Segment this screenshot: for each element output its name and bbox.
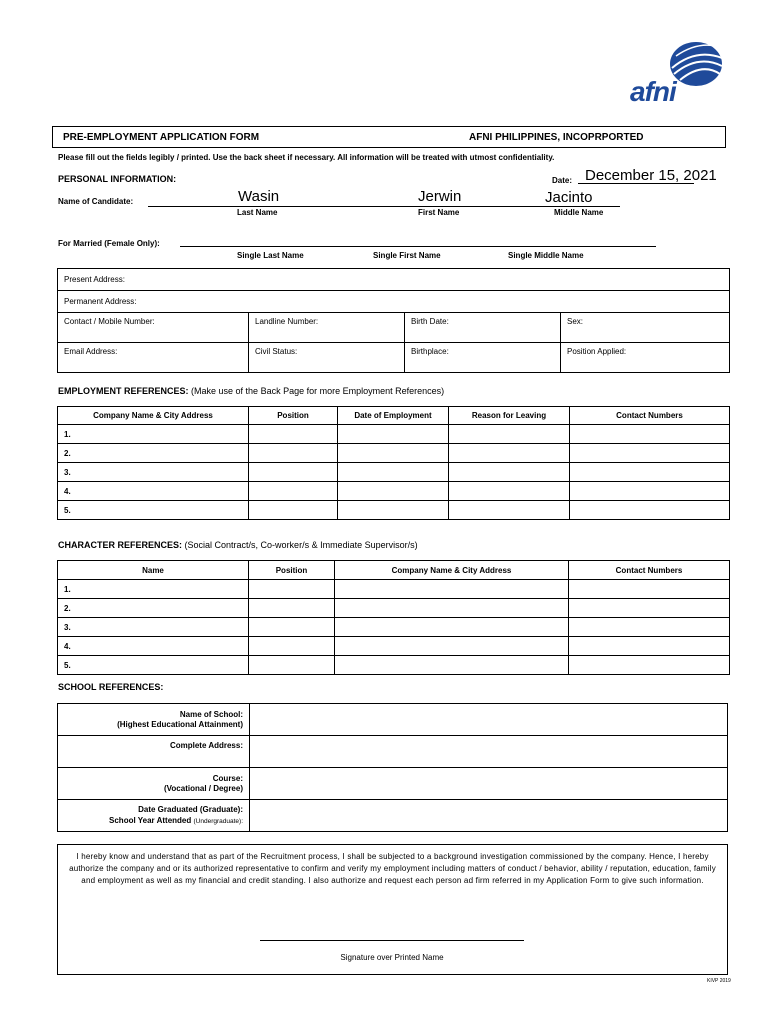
civil-status-cell[interactable]: [249, 343, 405, 373]
emp-col-date: Date of Employment: [338, 407, 449, 425]
permanent-address-cell[interactable]: [58, 291, 730, 313]
char-row-num[interactable]: 4.: [58, 637, 249, 656]
birth-date-label: Birth Date:: [411, 317, 449, 326]
character-heading-note: (Social Contract/s, Co-worker/s & Immediate Supervisor/s): [184, 540, 418, 550]
form-header-box: [52, 126, 726, 148]
single-middle-caption: Single Middle Name: [508, 251, 584, 260]
table-row: [58, 599, 730, 618]
school-year-sub: (Undergraduate):: [193, 818, 243, 825]
emp-col-position: Position: [249, 407, 338, 425]
name-label: Name of Candidate:: [58, 197, 134, 206]
table-row: [58, 444, 730, 463]
landline-cell[interactable]: [249, 313, 405, 343]
emp-row-num[interactable]: 3.: [58, 463, 249, 482]
char-row-num[interactable]: 5.: [58, 656, 249, 675]
email-label: Email Address:: [64, 347, 118, 356]
date-field[interactable]: December 15, 2021: [585, 167, 717, 184]
employment-heading-note: (Make use of the Back Page for more Employment References): [191, 386, 445, 396]
employment-table: [57, 406, 730, 520]
present-address-cell[interactable]: [58, 269, 730, 291]
char-col-contact: Contact Numbers: [569, 561, 730, 580]
signature-caption: Signature over Printed Name: [340, 953, 444, 962]
permanent-address-label: Permanent Address:: [64, 297, 137, 306]
date-graduated-label: Date Graduated (Graduate):: [138, 805, 243, 814]
table-row: [58, 580, 730, 599]
middle-name-field[interactable]: Jacinto: [545, 189, 593, 206]
address-label-cell: [58, 736, 250, 768]
table-row: [58, 501, 730, 520]
school-table: [57, 703, 728, 832]
school-name-label: Name of School:: [179, 709, 243, 719]
emp-col-reason: Reason for Leaving: [449, 407, 570, 425]
email-cell[interactable]: [58, 343, 249, 373]
consent-text: I hereby know and understand that as part of the Recruitment process, I shall be subjected to a background investigation commissioned by the company. Hence, I hereby authorize the company and or its authorized representative to confirm and verify my employment including matters of conduct / behavior, ability / reputation, education, family and employment as well as my financial and credit standing. I also authorize and request each person ad firm referred in my Application Form to give such information.: [69, 852, 716, 885]
emp-row-num[interactable]: 4.: [58, 482, 249, 501]
form-title: PRE-EMPLOYMENT APPLICATION FORM: [63, 132, 260, 143]
civil-status-label: Civil Status:: [255, 347, 298, 356]
sex-cell[interactable]: [561, 313, 730, 343]
date-label: Date:: [552, 176, 573, 185]
birth-date-cell[interactable]: [405, 313, 561, 343]
school-year-label: School Year Attended: [109, 816, 192, 825]
address-table: [57, 268, 730, 373]
birthplace-label: Birthplace:: [411, 347, 449, 356]
last-name-caption: Last Name: [237, 208, 278, 217]
complete-address-label: Complete Address:: [169, 741, 243, 750]
char-row-num[interactable]: 2.: [58, 599, 249, 618]
logo-wordmark: afni: [630, 76, 676, 107]
sex-label: Sex:: [567, 317, 584, 326]
last-name-field[interactable]: Wasin: [238, 188, 280, 205]
emp-row-num[interactable]: 1.: [58, 425, 249, 444]
footer-code: KIVP 2019: [707, 978, 731, 984]
school-name-label-cell: [58, 704, 250, 736]
char-col-position: Position: [249, 561, 335, 580]
table-row: [58, 482, 730, 501]
emp-row-num[interactable]: 2.: [58, 444, 249, 463]
position-applied-cell[interactable]: [561, 343, 730, 373]
table-row: [58, 463, 730, 482]
school-name-field[interactable]: [250, 704, 728, 736]
table-row: [58, 656, 730, 675]
char-row-num[interactable]: 1.: [58, 580, 249, 599]
married-label: For Married (Female Only):: [58, 239, 160, 248]
position-applied-label: Position Applied:: [567, 347, 627, 356]
signature-line[interactable]: [260, 940, 524, 941]
single-last-caption: Single Last Name: [237, 251, 304, 260]
emp-row-num[interactable]: 5.: [58, 501, 249, 520]
char-row-num[interactable]: 3.: [58, 618, 249, 637]
table-row: [58, 425, 730, 444]
company-name: AFNI PHILIPPINES, INCOPRPORTED: [469, 132, 644, 143]
character-table: [57, 560, 730, 675]
first-name-caption: First Name: [418, 208, 460, 217]
employment-heading-title: EMPLOYMENT REFERENCES:: [58, 386, 189, 396]
emp-col-company: Company Name & City Address: [58, 407, 249, 425]
school-heading: SCHOOL REFERENCES:: [58, 682, 164, 692]
single-first-caption: Single First Name: [373, 251, 441, 260]
employment-heading: [58, 386, 444, 396]
landline-label: Landline Number:: [255, 317, 319, 326]
emp-col-contact: Contact Numbers: [570, 407, 730, 425]
middle-name-caption: Middle Name: [554, 208, 604, 217]
contact-mobile-label: Contact / Mobile Number:: [64, 317, 155, 326]
personal-info-heading: PERSONAL INFORMATION:: [58, 174, 177, 184]
consent-box: [57, 844, 728, 975]
date-graduated-label-cell: [58, 800, 250, 832]
table-row: [58, 637, 730, 656]
char-col-name: Name: [58, 561, 249, 580]
course-label-cell: [58, 768, 250, 800]
character-heading-title: CHARACTER REFERENCES:: [58, 540, 183, 550]
course-label: Course:: [212, 773, 243, 783]
afni-logo: [628, 38, 740, 110]
course-field[interactable]: [250, 768, 728, 800]
present-address-label: Present Address:: [64, 275, 125, 284]
school-name-sub: (Highest Educational Attainment): [117, 719, 243, 729]
character-heading: [58, 540, 418, 550]
contact-mobile-cell[interactable]: [58, 313, 249, 343]
instructions-text: Please fill out the fields legibly / printed. Use the back sheet if necessary. All information will be treated with utmost confidentiality.: [58, 153, 555, 162]
table-row: [58, 618, 730, 637]
married-line[interactable]: [180, 246, 656, 247]
complete-address-field[interactable]: [250, 736, 728, 768]
date-graduated-field[interactable]: [250, 800, 728, 832]
char-col-company: Company Name & City Address: [335, 561, 569, 580]
name-line: [148, 206, 620, 207]
first-name-field[interactable]: Jerwin: [418, 188, 462, 205]
birthplace-cell[interactable]: [405, 343, 561, 373]
course-sub: (Vocational / Degree): [164, 783, 243, 793]
